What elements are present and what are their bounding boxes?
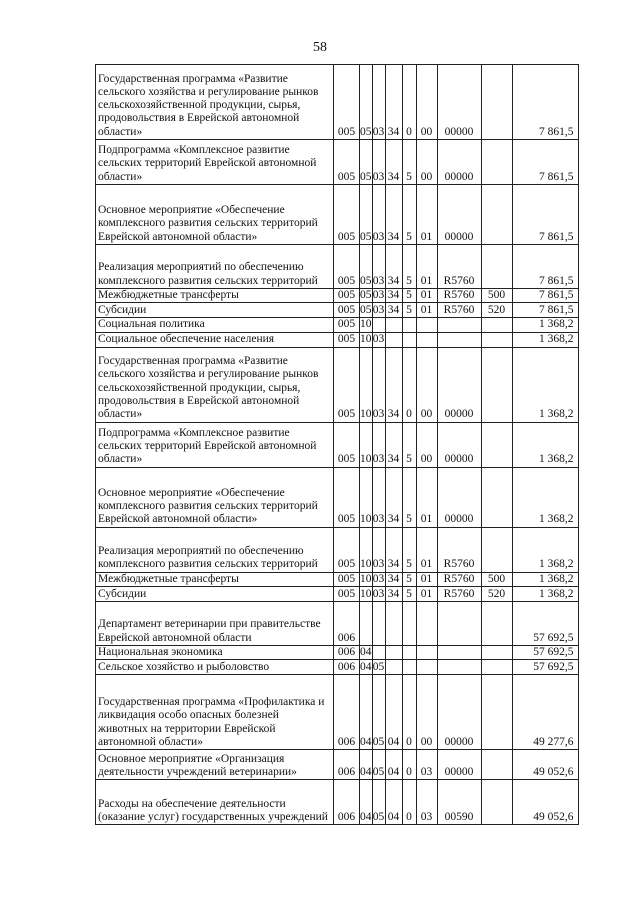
target-subprogram-code-cell: 5 <box>402 467 416 527</box>
table-row <box>96 347 579 422</box>
subsection-code-cell <box>372 318 385 332</box>
target-program-code-cell: 34 <box>385 245 402 289</box>
item-name-cell: Социальная политика <box>96 318 334 332</box>
expense-type-code-cell: 520 <box>481 586 512 601</box>
section-code-cell: 10 <box>360 347 373 422</box>
section-code-cell: 10 <box>360 422 373 467</box>
amount-cell: 7 861,5 <box>512 65 578 140</box>
table-row <box>96 586 579 601</box>
target-direction-code-cell: 00000 <box>437 675 481 750</box>
subsection-code-cell: 03 <box>372 347 385 422</box>
expense-type-code-cell <box>481 140 512 185</box>
expense-type-code-cell <box>481 185 512 245</box>
section-code-cell: 05 <box>360 245 373 289</box>
table-row <box>96 65 579 140</box>
section-code-cell: 04 <box>360 675 373 750</box>
amount-cell: 57 692,5 <box>512 645 578 659</box>
target-direction-code-cell: 00000 <box>437 750 481 780</box>
amount-cell: 7 861,5 <box>512 303 578 318</box>
target-direction-code-cell: R5760 <box>437 289 481 303</box>
section-code-cell: 10 <box>360 572 372 585</box>
subsection-code-cell: 03 <box>372 572 385 585</box>
item-name-cell: Межбюджетные трансферты <box>96 572 334 586</box>
target-direction-code-cell: R5760 <box>437 572 481 586</box>
subsection-code-cell: 05 <box>372 660 385 673</box>
ved-code-cell: 005 <box>334 586 360 601</box>
amount-cell: 7 861,5 <box>512 185 578 245</box>
amount-cell: 1 368,2 <box>512 422 578 467</box>
ved-code-cell: 005 <box>334 289 360 303</box>
target-event-code-cell: 01 <box>416 185 437 245</box>
target-subprogram-code-cell <box>402 318 416 332</box>
target-subprogram-code-cell: 5 <box>402 303 416 318</box>
target-event-code-cell: 03 <box>416 750 437 780</box>
target-direction-code-cell: R5760 <box>437 527 481 572</box>
amount-cell: 49 052,6 <box>512 750 578 780</box>
ved-code-cell: 006 <box>334 750 360 780</box>
ved-code-cell: 005 <box>334 65 360 140</box>
page-number: 58 <box>313 40 327 55</box>
target-event-code-cell: 01 <box>416 572 437 586</box>
target-event-code-cell: 00 <box>416 422 437 467</box>
target-event-code-cell: 01 <box>416 245 437 289</box>
item-name-cell: Основное мероприятие «Организация деятельности учреждений ветеринарии» <box>96 750 334 780</box>
target-event-code-cell: 01 <box>416 586 437 601</box>
target-program-code-cell: 34 <box>385 289 402 303</box>
target-event-code-cell: 00 <box>416 65 437 140</box>
target-direction-code-cell <box>437 332 481 347</box>
target-event-code-cell: 01 <box>416 527 437 572</box>
expense-type-code-cell <box>481 675 512 750</box>
section-code-cell: 10 <box>360 587 372 600</box>
ved-code-cell: 006 <box>334 601 360 645</box>
expense-type-code-cell <box>481 601 512 645</box>
target-program-code-cell <box>385 660 402 675</box>
target-program-code-cell: 04 <box>385 675 402 750</box>
target-direction-code-cell: R5760 <box>437 303 481 318</box>
expense-type-code-cell <box>481 660 512 675</box>
table-row <box>96 527 579 572</box>
item-name-cell: Подпрограмма «Комплексное развитие сельских территорий Еврейской автономной области» <box>96 140 334 185</box>
target-program-code-cell: 34 <box>385 347 402 422</box>
subsection-code-cell: 03 <box>372 422 385 467</box>
target-subprogram-code-cell <box>402 660 416 675</box>
section-code-cell: 04 <box>360 750 373 780</box>
section-code-cell <box>360 601 373 645</box>
ved-code-cell: 005 <box>334 318 360 332</box>
item-name-cell: Национальная экономика <box>96 645 334 659</box>
amount-cell: 1 368,2 <box>512 347 578 422</box>
target-direction-code-cell: 00000 <box>437 65 481 140</box>
table-row <box>96 601 579 645</box>
amount-cell: 1 368,2 <box>512 572 578 586</box>
item-name-cell: Субсидии <box>96 303 334 318</box>
target-direction-code-cell <box>437 660 481 675</box>
subsection-code-cell <box>372 645 385 659</box>
subsection-code-cell: 05 <box>372 780 385 825</box>
table-row <box>96 303 579 318</box>
target-program-code-cell: 04 <box>385 780 402 825</box>
section-code-cell: 10 <box>360 527 373 572</box>
expense-type-code-cell <box>481 750 512 780</box>
ved-code-cell: 005 <box>334 422 360 467</box>
target-subprogram-code-cell: 0 <box>402 347 416 422</box>
table-row <box>96 780 579 825</box>
ved-code-cell: 005 <box>334 140 360 185</box>
target-program-code-cell <box>385 645 402 659</box>
section-code-cell: 04 <box>360 780 373 825</box>
amount-cell: 1 368,2 <box>512 467 578 527</box>
target-event-code-cell <box>416 660 437 675</box>
subsection-code-cell: 03 <box>372 185 385 245</box>
amount-cell: 1 368,2 <box>512 527 578 572</box>
target-event-code-cell <box>416 318 437 332</box>
target-direction-code-cell: 00000 <box>437 185 481 245</box>
target-program-code-cell <box>385 601 402 645</box>
expense-type-code-cell <box>481 65 512 140</box>
table-row <box>96 245 579 289</box>
target-program-code-cell: 34 <box>385 572 402 586</box>
target-program-code-cell: 34 <box>385 303 402 318</box>
ved-code-cell: 005 <box>334 303 360 318</box>
item-name-cell: Государственная программа «Развитие сельского хозяйства и регулирование рынков сельскохозяйственной продукции, сырья, продовольствия в Еврейской автономной области» <box>96 65 334 140</box>
expense-type-code-cell <box>481 347 512 422</box>
expense-type-code-cell <box>481 645 512 659</box>
subsection-code-cell: 05 <box>372 750 385 780</box>
table-row <box>96 675 579 750</box>
amount-cell: 7 861,5 <box>512 140 578 185</box>
table-row <box>96 140 579 185</box>
amount-cell: 1 368,2 <box>512 586 578 601</box>
target-event-code-cell: 01 <box>416 289 437 303</box>
target-direction-code-cell: R5760 <box>437 245 481 289</box>
target-subprogram-code-cell: 0 <box>402 750 416 780</box>
section-code-cell: 10 <box>360 333 372 346</box>
expense-type-code-cell: 500 <box>481 289 512 303</box>
section-code-cell: 05 <box>360 304 372 316</box>
table-row <box>96 645 579 659</box>
target-program-code-cell: 34 <box>385 140 402 185</box>
amount-cell: 49 052,6 <box>512 780 578 825</box>
section-code-cell: 05 <box>360 140 373 185</box>
target-subprogram-code-cell: 5 <box>402 586 416 601</box>
target-subprogram-code-cell: 5 <box>402 140 416 185</box>
ved-code-cell: 006 <box>334 780 360 825</box>
subsection-code-cell: 03 <box>372 527 385 572</box>
expense-type-code-cell <box>481 467 512 527</box>
target-subprogram-code-cell <box>402 645 416 659</box>
target-event-code-cell: 03 <box>416 780 437 825</box>
subsection-code-cell: 03 <box>372 140 385 185</box>
ved-code-cell: 006 <box>334 645 360 659</box>
target-event-code-cell <box>416 601 437 645</box>
amount-cell: 1 368,2 <box>512 318 578 332</box>
target-subprogram-code-cell: 5 <box>402 245 416 289</box>
amount-cell: 1 368,2 <box>512 332 578 347</box>
target-event-code-cell: 00 <box>416 140 437 185</box>
section-code-cell: 04 <box>360 645 372 658</box>
ved-code-cell: 005 <box>334 332 360 347</box>
target-subprogram-code-cell: 5 <box>402 527 416 572</box>
ved-code-cell: 005 <box>334 467 360 527</box>
item-name-cell: Основное мероприятие «Обеспечение комплексного развития сельских территорий Еврейской автономной области» <box>96 185 334 245</box>
target-direction-code-cell: 00000 <box>437 140 481 185</box>
ved-code-cell: 005 <box>334 572 360 586</box>
target-direction-code-cell: 00000 <box>437 467 481 527</box>
target-direction-code-cell: 00590 <box>437 780 481 825</box>
expense-type-code-cell: 500 <box>481 572 512 586</box>
target-event-code-cell <box>416 645 437 659</box>
subsection-code-cell: 03 <box>372 467 385 527</box>
target-direction-code-cell <box>437 318 481 332</box>
item-name-cell: Расходы на обеспечение деятельности (оказание услуг) государственных учреждений <box>96 780 334 825</box>
subsection-code-cell: 03 <box>372 65 385 140</box>
target-subprogram-code-cell: 5 <box>402 185 416 245</box>
subsection-code-cell: 03 <box>372 587 385 600</box>
target-direction-code-cell <box>437 601 481 645</box>
table-row <box>96 750 579 780</box>
target-program-code-cell <box>385 332 402 347</box>
target-subprogram-code-cell: 0 <box>402 65 416 140</box>
expense-type-code-cell <box>481 780 512 825</box>
ved-code-cell: 005 <box>334 185 360 245</box>
target-event-code-cell <box>416 332 437 347</box>
table-row <box>96 467 579 527</box>
item-name-cell: Государственная программа «Профилактика и ликвидация особо опасных болезней животных на территории Еврейской автономной области» <box>96 675 334 750</box>
target-direction-code-cell: R5760 <box>437 586 481 601</box>
ved-code-cell: 005 <box>334 527 360 572</box>
table-row <box>96 422 579 467</box>
expense-type-code-cell <box>481 422 512 467</box>
target-event-code-cell: 01 <box>416 303 437 318</box>
target-subprogram-code-cell: 5 <box>402 572 416 586</box>
item-name-cell: Межбюджетные трансферты <box>96 289 334 303</box>
budget-table <box>95 64 579 825</box>
target-direction-code-cell <box>437 645 481 659</box>
section-code-cell: 05 <box>360 185 373 245</box>
item-name-cell: Государственная программа «Развитие сельского хозяйства и регулирование рынков сельскохозяйственной продукции, сырья, продовольствия в Еврейской автономной области» <box>96 347 334 422</box>
target-subprogram-code-cell: 0 <box>402 780 416 825</box>
ved-code-cell: 006 <box>334 660 360 675</box>
table-row <box>96 289 579 303</box>
ved-code-cell: 005 <box>334 245 360 289</box>
target-direction-code-cell: 00000 <box>437 422 481 467</box>
target-program-code-cell: 34 <box>385 586 402 601</box>
target-program-code-cell: 34 <box>385 185 402 245</box>
subsection-code-cell: 03 <box>372 304 385 316</box>
subsection-code-cell: 03 <box>372 289 385 301</box>
amount-cell: 7 861,5 <box>512 289 578 303</box>
expense-type-code-cell <box>481 245 512 289</box>
expense-type-code-cell <box>481 318 512 332</box>
ved-code-cell: 005 <box>334 347 360 422</box>
amount-cell: 49 277,6 <box>512 675 578 750</box>
target-program-code-cell: 34 <box>385 527 402 572</box>
item-name-cell: Реализация мероприятий по обеспечению комплексного развития сельских территорий <box>96 527 334 572</box>
section-code-cell: 04 <box>360 660 372 673</box>
target-direction-code-cell: 00000 <box>437 347 481 422</box>
subsection-code-cell: 05 <box>372 675 385 750</box>
amount-cell: 7 861,5 <box>512 245 578 289</box>
item-name-cell: Реализация мероприятий по обеспечению комплексного развития сельских территорий <box>96 245 334 289</box>
table-row <box>96 185 579 245</box>
target-subprogram-code-cell: 5 <box>402 422 416 467</box>
target-program-code-cell: 04 <box>385 750 402 780</box>
section-code-cell: 05 <box>360 65 373 140</box>
item-name-cell: Сельское хозяйство и рыболовство <box>96 660 334 675</box>
target-event-code-cell: 00 <box>416 675 437 750</box>
amount-cell: 57 692,5 <box>512 601 578 645</box>
table-row <box>96 332 579 347</box>
expense-type-code-cell: 520 <box>481 303 512 318</box>
target-program-code-cell <box>385 318 402 332</box>
item-name-cell: Основное мероприятие «Обеспечение комплексного развития сельских территорий Еврейской автономной области» <box>96 467 334 527</box>
item-name-cell: Подпрограмма «Комплексное развитие сельских территорий Еврейской автономной области» <box>96 422 334 467</box>
section-code-cell: 10 <box>360 318 372 331</box>
item-name-cell: Департамент ветеринарии при правительстве Еврейской автономной области <box>96 601 334 645</box>
item-name-cell: Субсидии <box>96 586 334 601</box>
target-subprogram-code-cell <box>402 332 416 347</box>
target-program-code-cell: 34 <box>385 467 402 527</box>
table-body <box>96 65 579 825</box>
table-row <box>96 318 579 332</box>
target-subprogram-code-cell: 0 <box>402 675 416 750</box>
target-subprogram-code-cell: 5 <box>402 289 416 303</box>
ved-code-cell: 006 <box>334 675 360 750</box>
section-code-cell: 05 <box>360 289 372 301</box>
expense-type-code-cell <box>481 527 512 572</box>
section-code-cell: 10 <box>360 467 373 527</box>
subsection-code-cell <box>372 601 385 645</box>
expense-type-code-cell <box>481 332 512 347</box>
table-row <box>96 572 579 586</box>
item-name-cell: Социальное обеспечение населения <box>96 332 334 347</box>
amount-cell: 57 692,5 <box>512 660 578 675</box>
target-program-code-cell: 34 <box>385 422 402 467</box>
target-event-code-cell: 00 <box>416 347 437 422</box>
subsection-code-cell: 03 <box>372 245 385 289</box>
target-program-code-cell: 34 <box>385 65 402 140</box>
target-event-code-cell: 01 <box>416 467 437 527</box>
target-subprogram-code-cell <box>402 601 416 645</box>
table-row <box>96 660 579 675</box>
subsection-code-cell: 03 <box>372 333 385 346</box>
